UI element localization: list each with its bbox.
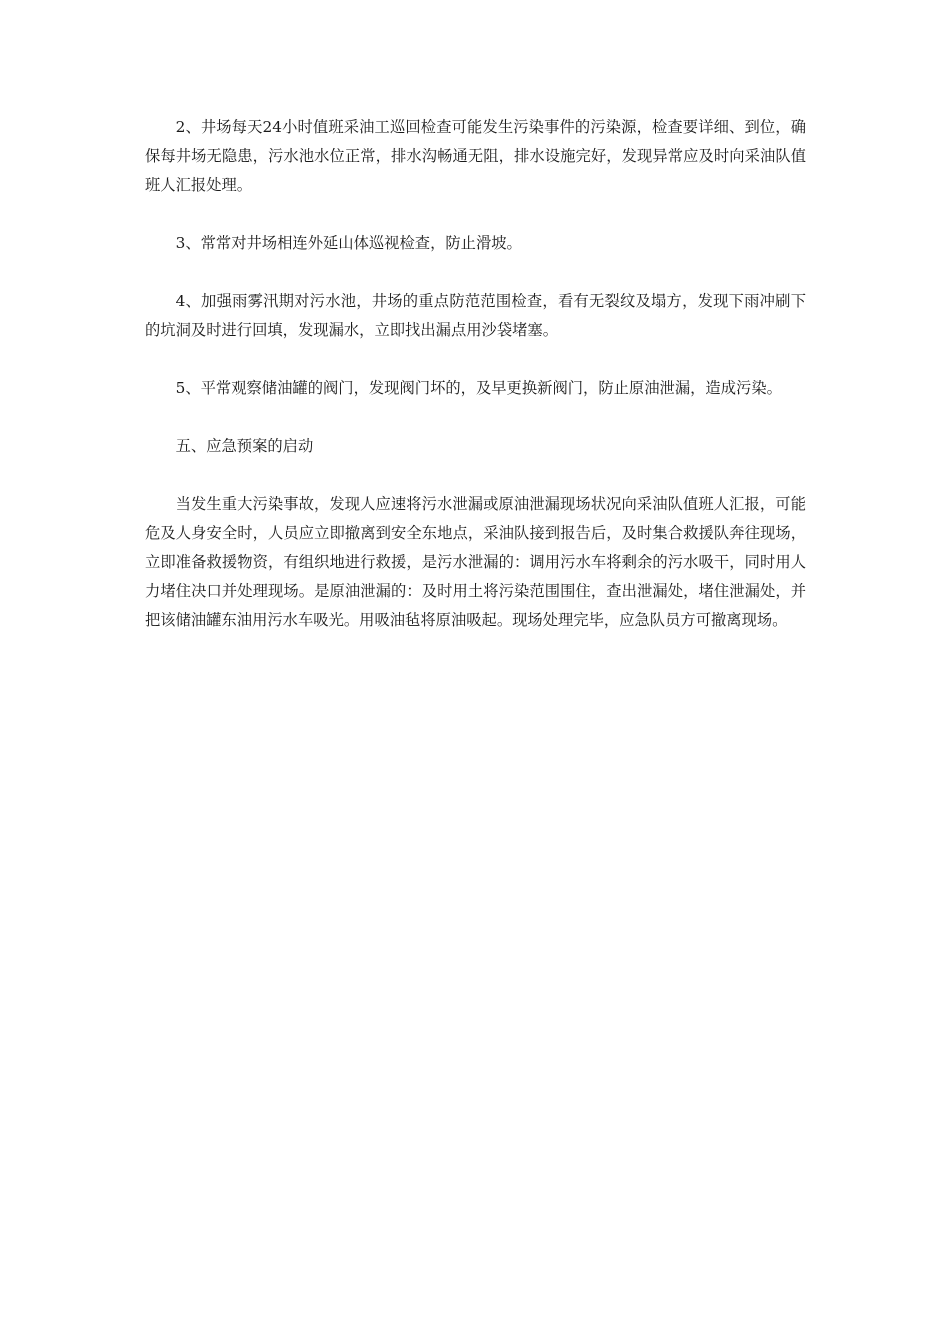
section-heading-emergency-plan: 五、应急预案的启动 <box>175 437 314 455</box>
document-body <box>145 113 806 635</box>
paragraph-item-5-valve-check: 5、平常观察储油罐的阀门，发现阀门坏的，及早更换新阀门，防止原油泄漏，造成污染。 <box>175 379 782 397</box>
paragraph-emergency-response: 当发生重大污染事故，发现人应速将污水泄漏或原油泄漏现场状况向采油队值班人汇报，可能危及人身安全时，人员应立即撤离到安全东地点，采油队接到报告后，及时集合救援队奔往现场，立即准备救援物资，有组织地进行救援，是污水泄漏的：调用污水车将剩余的污水吸干，同时用人力堵住决口并处理现场。是原油泄漏的：及时用土将污染范围围住，查出泄漏处，堵住泄漏处，并把该储油罐东油用污水车吸光。用吸油毡将原油吸起。现场处理完毕，应急队员方可撤离现场。 <box>145 495 806 629</box>
paragraph-item-3-slope-check: 3、常常对井场相连外延山体巡视检查，防止滑坡。 <box>175 234 522 252</box>
paragraph-item-4-flood-season: 4、加强雨雾汛期对污水池，井场的重点防范范围检查，看有无裂纹及塌方，发现下雨冲刷下的坑洞及时进行回填，发现漏水，立即找出漏点用沙袋堵塞。 <box>145 292 806 339</box>
paragraph-item-2-inspection: 2、井场每天24小时值班采油工巡回检查可能发生污染事件的污染源，检查要详细、到位，确保每井场无隐患，污水池水位正常，排水沟畅通无阻，排水设施完好，发现异常应及时向采油队值班人汇报处理。 <box>145 118 806 194</box>
